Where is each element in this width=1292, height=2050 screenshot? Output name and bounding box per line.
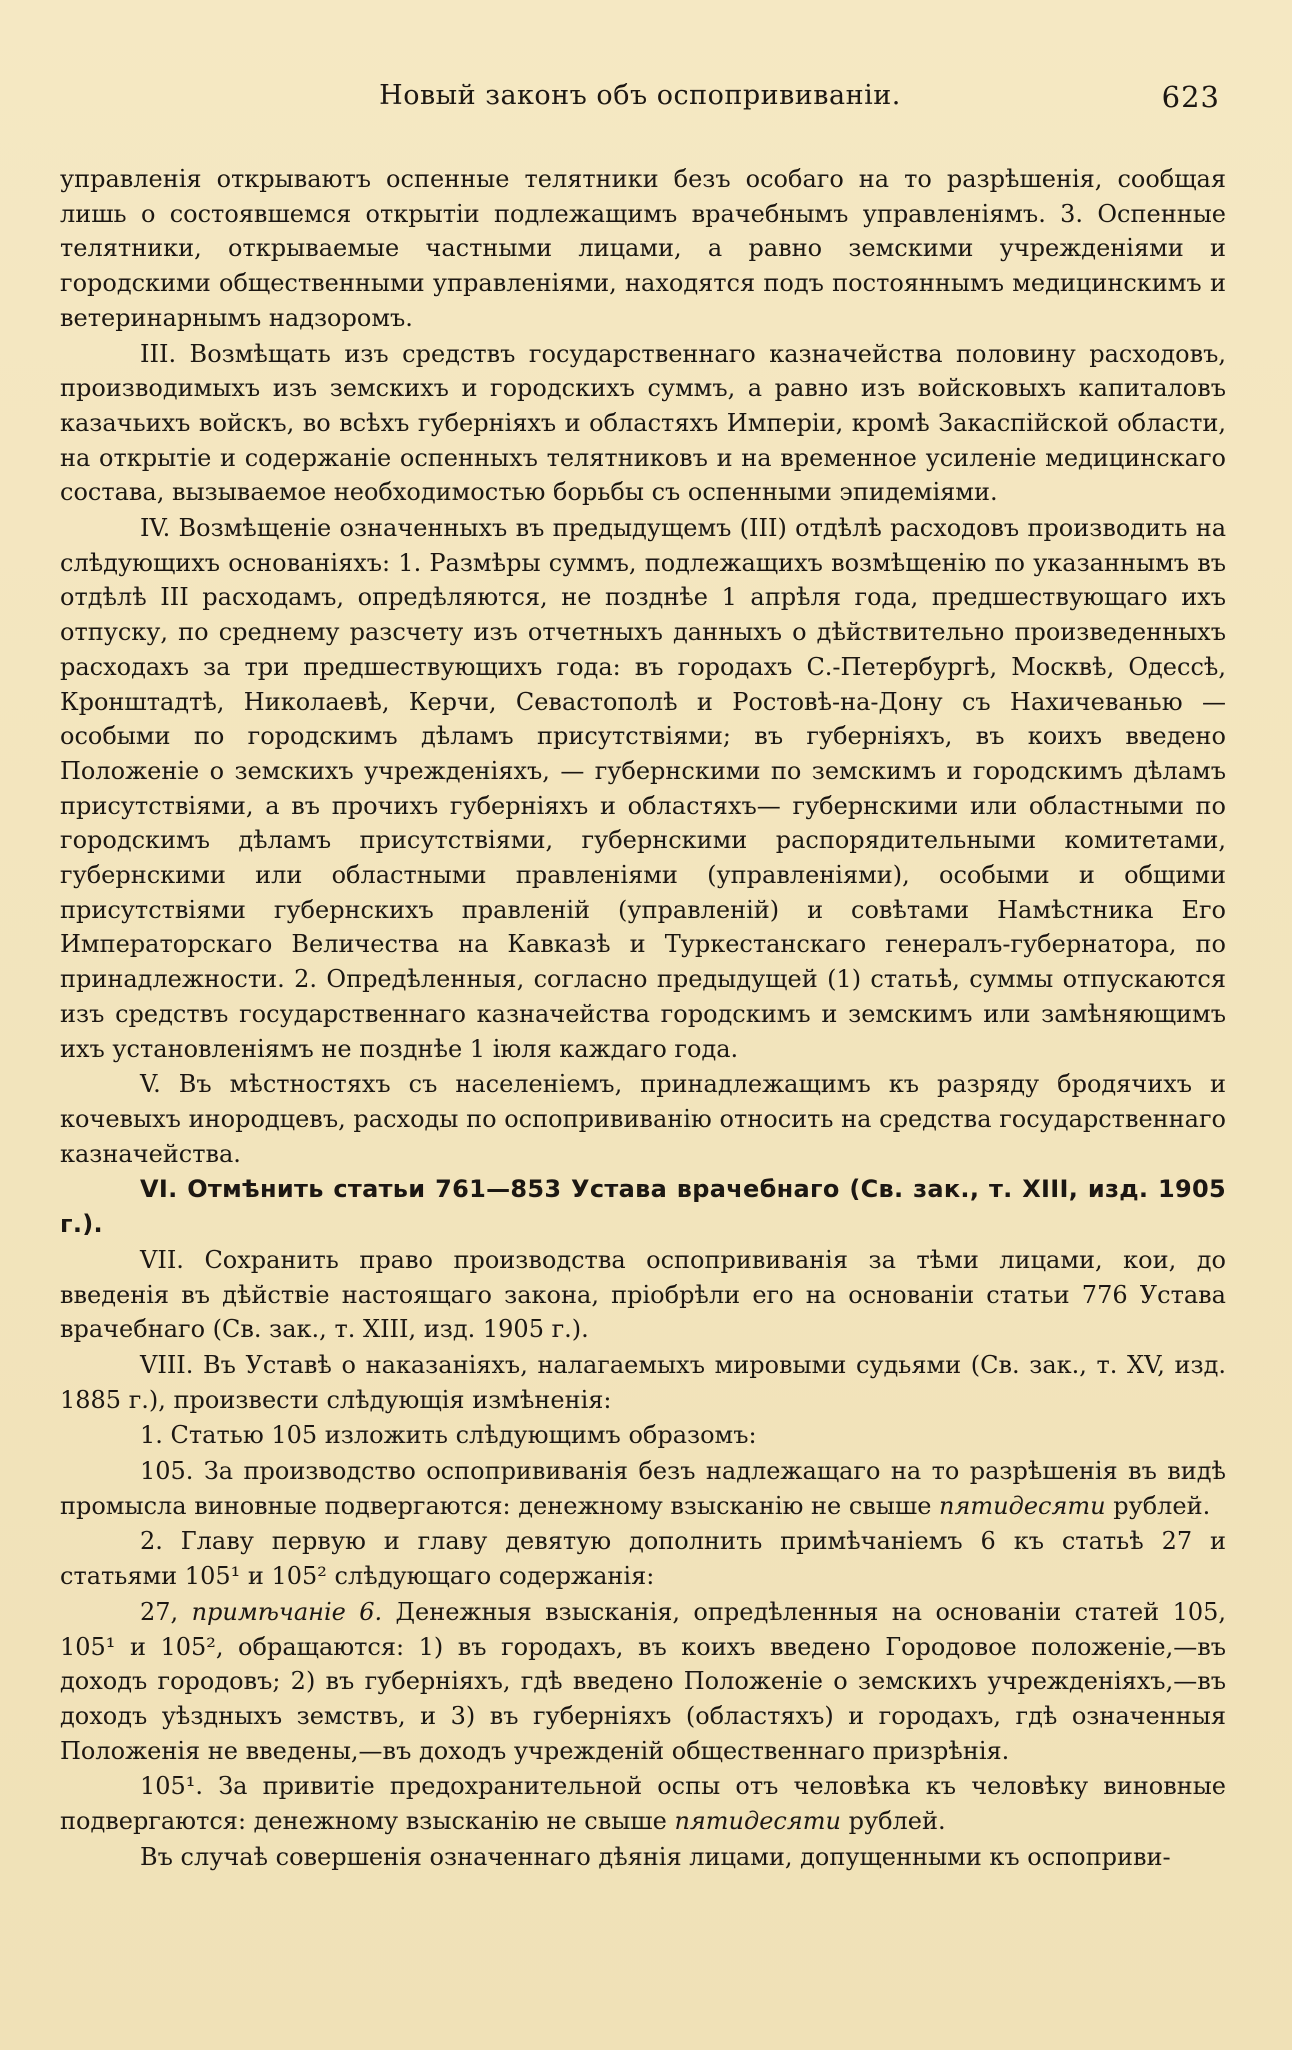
page-header	[60, 80, 1220, 120]
paragraph-continuation: управленія открываютъ оспенные телятники безъ особаго на то разрѣшенія, сообщая лишь о состоявшемся открытіи подлежащимъ врачебнымъ управленіямъ. 3. Оспенные телятники, открываемые частными лицами, а равно земскими учрежденіями и городскими общественными управленіями, находятся подъ постояннымъ медицинскимъ и ветеринарнымъ надзоромъ.	[60, 165, 1226, 332]
paragraph-item-1: 1. Статью 105 изложить слѣдующимъ образомъ:	[140, 1421, 757, 1450]
body-text	[60, 162, 1226, 1874]
article-105-text: 105. За производство оспопрививанія безъ надлежащаго на то разрѣшенія въ видѣ промысла виновные подвергаются: денежному взысканію не свыше	[60, 1457, 1226, 1520]
article-105-emphasis: пятидесяти	[939, 1491, 1106, 1520]
article-105-1-emphasis: пятидесяти	[674, 1807, 841, 1836]
paragraph-article-105	[60, 1454, 1226, 1523]
running-title: Новый законъ объ оспопрививаніи.	[379, 80, 901, 111]
paragraph-item-2: 2. Главу первую и главу девятую дополнить примѣчаніемъ 6 къ статьѣ 27 и статьями 105¹ и 105² слѣдующаго содержанія:	[60, 1527, 1226, 1591]
paragraph-article-105-1	[60, 1769, 1226, 1838]
paragraph-article-27-note	[60, 1595, 1226, 1769]
paragraph-section-iv: IV. Возмѣщеніе означенныхъ въ предыдущемъ (III) отдѣлѣ расходовъ производить на слѣдующихъ основаніяхъ: 1. Размѣры суммъ, подлежащихъ возмѣщенію по указаннымъ въ отдѣлѣ III расходамъ, опредѣляются, не позднѣе 1 апрѣля года, предшествующаго ихъ отпуску, по среднему разсчету изъ отчетныхъ данныхъ о дѣйствительно произведенныхъ расходахъ за три предшествующихъ года: въ городахъ С.-Петербургѣ, Москвѣ, Одессѣ, Кронштадтѣ, Николаевѣ, Керчи, Севастополѣ и Ростовѣ-на-Дону съ Нахичеванью — особыми по городскимъ дѣламъ присутствіями; въ губерніяхъ, въ коихъ введено Положеніе о земскихъ учрежденіяхъ, — губернскими по земскимъ и городскимъ дѣламъ присутствіями, а въ прочихъ губерніяхъ и областяхъ— губернскими или областными по городскимъ дѣламъ присутствіями, губернскими распорядительными комитетами, губернскими или областными правленіями (управленіями), особыми и общими присутствіями губернскихъ правленій (управленій) и совѣтами Намѣстника Его Императорскаго Величества на Кавказѣ и Туркестанскаго генералъ-губернатора, по принадлежности. 2. Опредѣленныя, согласно предыдущей (1) статьѣ, суммы отпускаются изъ средствъ государственнаго казначейства городскимъ и земскимъ или замѣняющимъ ихъ установленіямъ не позднѣе 1 іюля каждаго года.	[60, 514, 1226, 1063]
paragraph-section-v: V. Въ мѣстностяхъ съ населеніемъ, принадлежащимъ къ разряду бродячихъ и кочевыхъ инородцевъ, расходы по оспопрививанію относить на средства государственнаго казначейства.	[60, 1070, 1226, 1168]
paragraph-section-viii: VIII. Въ Уставѣ о наказаніяхъ, налагаемыхъ мировыми судьями (Св. зак., т. XV, изд. 1885 г.), произвести слѣдующія измѣненія:	[60, 1350, 1226, 1414]
paragraph-section-vi: VI. Отмѣнить статьи 761—853 Устава врачебнаго (Св. зак., т. XIII, изд. 1905 г.).	[60, 1175, 1226, 1239]
article-105-end: рублей.	[1105, 1491, 1211, 1520]
article-105-1-end: рублей.	[840, 1807, 946, 1836]
paragraph-section-iii: III. Возмѣщать изъ средствъ государственнаго казначейства половину расходовъ, производимыхъ изъ земскихъ и городскихъ суммъ, а равно изъ войсковыхъ капиталовъ казачьихъ войскъ, во всѣхъ губерніяхъ и областяхъ Имперіи, кромѣ Закаспійской области, на открытіе и содержаніе оспенныхъ телятниковъ и на временное усиленіе медицинскаго состава, вызываемое необходимостью борьбы съ оспенными эпидеміями.	[60, 339, 1226, 507]
paragraph-section-vii: VII. Сохранить право производства оспопрививанія за тѣми лицами, кои, до введенія въ дѣйствіе настоящаго закона, пріобрѣли его на основаніи статьи 776 Устава врачебнаго (Св. зак., т. XIII, изд. 1905 г.).	[60, 1245, 1226, 1344]
paragraph-final: Въ случаѣ совершенія означеннаго дѣянія лицами, допущенными къ оспоприви-	[140, 1842, 1171, 1871]
page-number: 623	[1161, 80, 1220, 114]
article-27-note-text: Денежныя взысканія, опредѣленныя на основаніи статей 105, 105¹ и 105², обращаются: 1) въ городахъ, въ коихъ введено Городовое положеніе,—въ доходъ городовъ; 2) въ губерніяхъ, гдѣ введено Положеніе о земскихъ учрежденіяхъ,—въ доходъ уѣздныхъ земствъ, и 3) въ губерніяхъ (областяхъ) и городахъ, гдѣ означенныя Положенія не введены,—въ доходъ учрежденій общественнаго призрѣнія.	[60, 1597, 1227, 1765]
article-27-note-label: примѣчаніе 6.	[191, 1597, 383, 1626]
article-105-1-text: 105¹. За привитіе предохранительной оспы отъ человѣка къ человѣку виновные подвергаются: денежному взысканію не свыше	[60, 1772, 1226, 1836]
article-27-number: 27,	[140, 1597, 192, 1626]
